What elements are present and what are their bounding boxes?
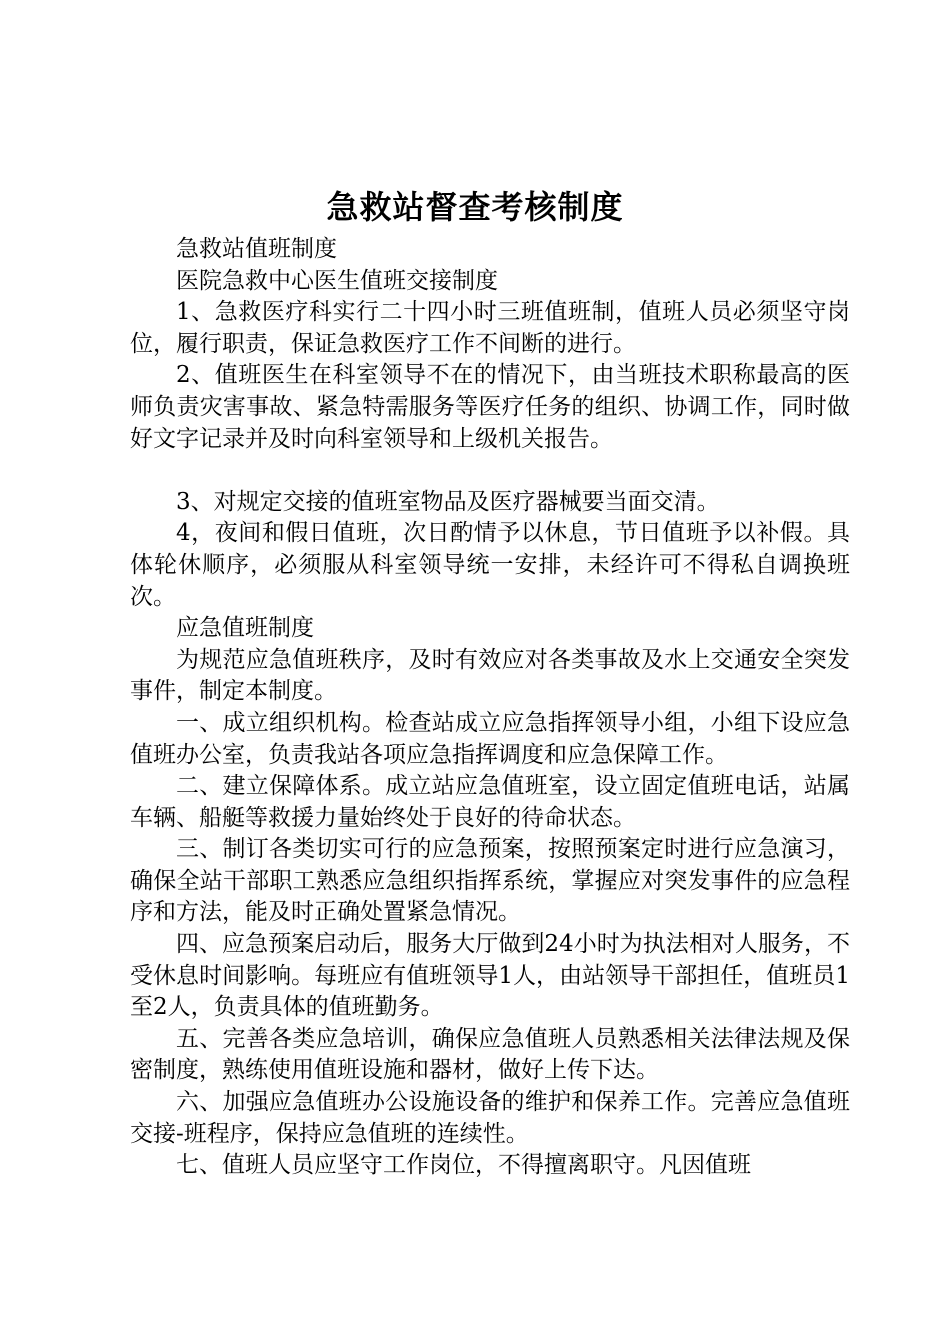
paragraph-clause-4: 四、应急预案启动后，服务大厅做到24小时为执法相对人服务，不受休息时间影响。每班应有值班领导1人，由站领导干部担任，值班员1至2人，负责具体的值班勤务。 xyxy=(130,931,850,1021)
section-heading-duty-system: 急救站值班制度 xyxy=(176,236,337,262)
document-body xyxy=(130,234,850,1182)
paragraph-clause-2: 二、建立保障体系。成立站应急值班室，设立固定值班电话，站属车辆、船艇等救援力量始终处于良好的待命状态。 xyxy=(130,773,850,831)
paragraph-clause-7: 七、值班人员应坚守工作岗位，不得擅离职守。凡因值班 xyxy=(176,1152,751,1179)
section-heading-emergency-duty: 应急值班制度 xyxy=(176,615,314,642)
paragraph-clause-5: 五、完善各类应急培训，确保应急值班人员熟悉相关法律法规及保密制度，熟练使用值班设施和器材，做好上传下达。 xyxy=(130,1025,850,1084)
paragraph-item-1: 1、急救医疗科实行二十四小时三班值班制，值班人员必须坚守岗位，履行职责，保证急救医疗工作不间断的进行。 xyxy=(130,299,850,357)
paragraph-clause-1: 一、成立组织机构。检查站成立应急指挥领导小组，小组下设应急值班办公室，负责我站各项应急指挥调度和应急保障工作。 xyxy=(130,709,850,768)
paragraph-intro: 为规范应急值班秩序，及时有效应对各类事故及水上交通安全突发事件，制定本制度。 xyxy=(130,646,850,705)
paragraph-item-4: 4，夜间和假日值班，次日酌情予以休息，节日值班予以补假。具体轮休顺序，必须服从科室领导统一安排，未经许可不得私自调换班次。 xyxy=(130,520,850,610)
paragraph-clause-6: 六、加强应急值班办公设施设备的维护和保养工作。完善应急值班交接-班程序，保持应急值班的连续性。 xyxy=(130,1089,850,1147)
paragraph-clause-3: 三、制订各类切实可行的应急预案，按照预案定时进行应急演习，确保全站干部职工熟悉应急组织指挥系统，掌握应对突发事件的应急程序和方法，能及时正确处置紧急情况。 xyxy=(130,836,850,926)
paragraph-item-2: 2、值班医生在科室领导不在的情况下，由当班技术职称最高的医师负责灾害事故、紧急特需服务等医疗任务的组织、协调工作，同时做好文字记录并及时向科室领导和上级机关报告。 xyxy=(130,362,850,452)
section-heading-doctor-handover: 医院急救中心医生值班交接制度 xyxy=(176,267,498,294)
paragraph-item-3: 3、对规定交接的值班室物品及医疗器械要当面交清。 xyxy=(176,488,720,515)
document-title: 急救站督查考核制度 xyxy=(326,188,624,226)
